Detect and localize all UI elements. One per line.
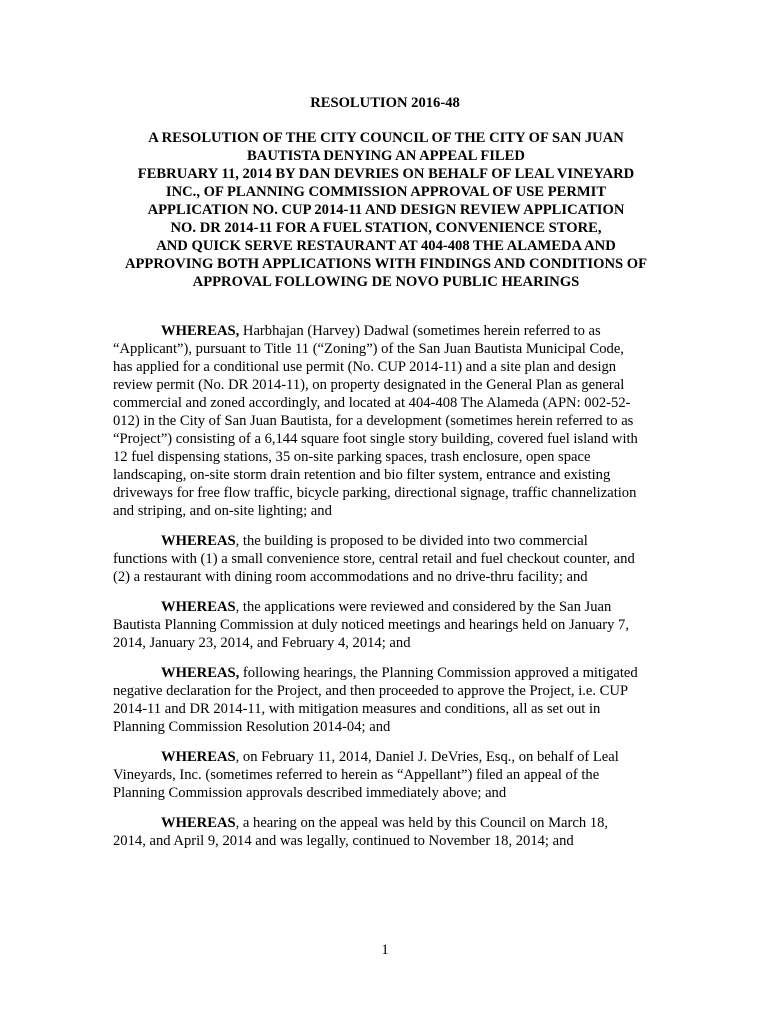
paragraph-text: , the applications were reviewed and considered by the San Juan Bautista Planning Commission at duly noticed meetings and hearings held on January 7, 2014, January 23, 2014, and February 4, 2014; and	[113, 599, 629, 651]
paragraph-text: , the building is proposed to be divided into two commercial functions with (1) a small convenience store, central retail and fuel checkout counter, and (2) a restaurant with dining room accommodations and no drive-thru facility; and	[113, 533, 635, 585]
whereas-lead: WHEREAS	[161, 533, 236, 549]
whereas-lead: WHEREAS	[161, 749, 236, 765]
whereas-paragraph-2	[113, 532, 661, 586]
paragraph-text: following hearings, the Planning Commission approved a mitigated negative declaration for the Project, and then proceeded to approve the Project, i.e. CUP 2014-11 and DR 2014-11, with mitigation measures and conditions, all as set out in Planning Commission Resolution 2014-04; and	[113, 665, 638, 735]
whereas-paragraph-6	[113, 814, 661, 850]
whereas-paragraph-5	[113, 748, 661, 802]
resolution-title: A RESOLUTION OF THE CITY COUNCIL OF THE CITY OF SAN JUAN BAUTISTA DENYING AN APPEAL FILED FEBRUARY 11, 2014 BY DAN DEVRIES ON BEHALF OF LEAL VINEYARD INC., OF PLANNING COMMISSION APPROVAL OF USE PERMIT APPLICATION NO. CUP 2014-11 AND DESIGN REVIEW APPLICATION NO. DR 2014-11 FOR A FUEL STATION, CONVENIENCE STORE, AND QUICK SERVE RESTAURANT AT 404-408 THE ALAMEDA AND APPROVING BOTH APPLICATIONS WITH FINDINGS AND CONDITIONS OF APPROVAL FOLLOWING DE NOVO PUBLIC HEARINGS	[124, 130, 648, 290]
whereas-lead: WHEREAS	[161, 815, 236, 831]
whereas-lead: WHEREAS,	[161, 323, 240, 339]
whereas-lead: WHEREAS	[161, 599, 236, 615]
paragraph-text: Harbhajan (Harvey) Dadwal (sometimes herein referred to as “Applicant”), pursuant to Title 11 (“Zoning”) of the San Juan Bautista Municipal Code, has applied for a conditional use permit (No. CUP 2014-11) and a site plan and design review permit (No. DR 2014-11), on property designated in the General Plan as general commercial and zoned accordingly, and located at 404-408 The Alameda (APN: 002-52- 012) in the City of San Juan Bautista, for a development (sometimes herein referred to as “Project”) consisting of a 6,144 square foot single story building, covered fuel island with 12 fuel dispensing stations, 35 on-site parking spaces, trash enclosure, open space landscaping, on-site storm drain retention and bio filter system, entrance and existing driveways for free flow traffic, bicycle parking, directional signage, traffic channelization and striping, and on-site lighting; and	[113, 323, 638, 519]
paragraph-text: , on February 11, 2014, Daniel J. DeVries, Esq., on behalf of Leal Vineyards, Inc. (sometimes referred to herein as “Appellant”) filed an appeal of the Planning Commission approvals described immediately above; and	[113, 749, 619, 801]
page-number: 1	[381, 942, 389, 958]
whereas-paragraph-4	[113, 664, 661, 736]
whereas-lead: WHEREAS,	[161, 665, 240, 681]
paragraph-text: , a hearing on the appeal was held by this Council on March 18, 2014, and April 9, 2014 and was legally, continued to November 18, 2014; and	[113, 815, 609, 849]
resolution-number: RESOLUTION 2016-48	[310, 95, 460, 111]
resolution-body	[113, 322, 661, 862]
whereas-paragraph-1	[113, 322, 661, 520]
whereas-paragraph-3	[113, 598, 661, 652]
